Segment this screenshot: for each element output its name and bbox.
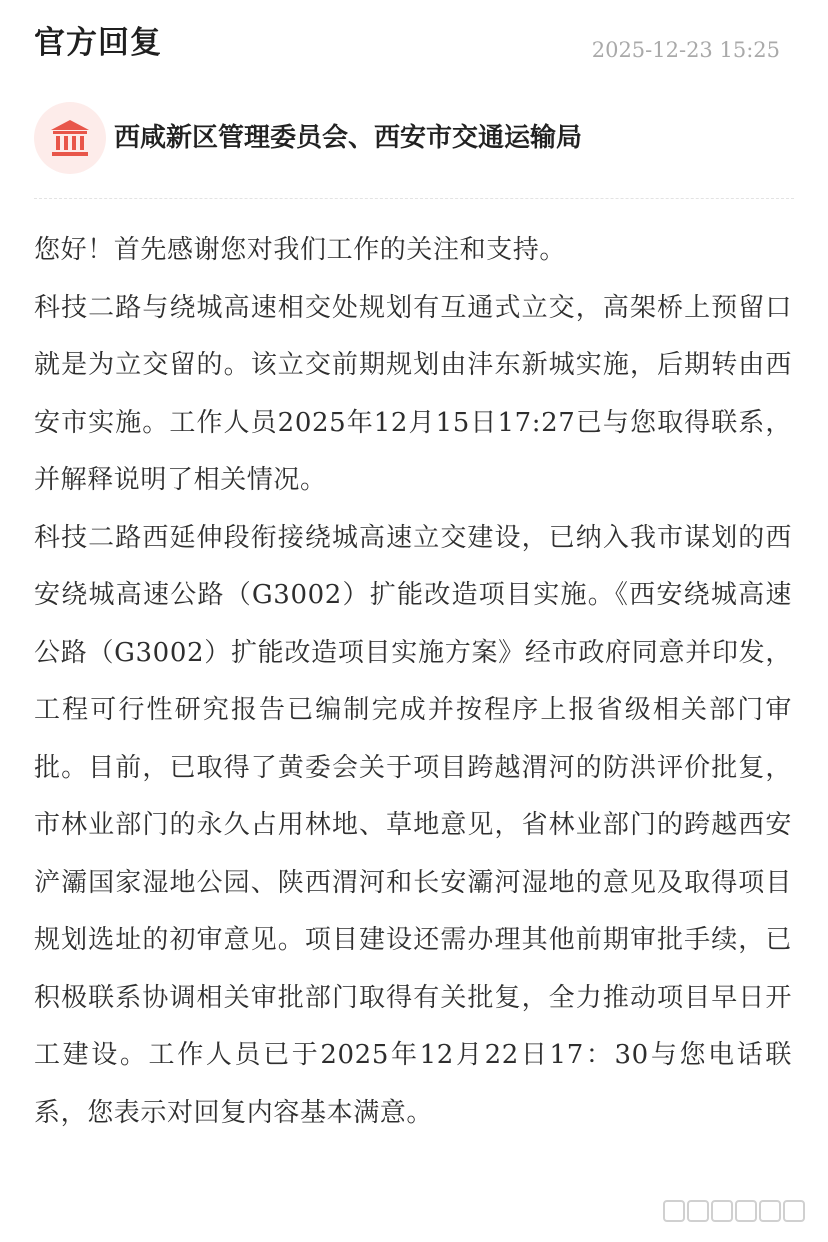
department-row (34, 102, 794, 174)
watermark-image (663, 1200, 808, 1226)
divider (34, 198, 794, 199)
page-title: 官方回复 (34, 25, 162, 61)
reply-paragraph: 科技二路西延伸段衔接绕城高速立交建设，已纳入我市谋划的西安绕城高速公路（G3002）扩能改造项目实施。《西安绕城高速公路（G3002）扩能改造项目实施方案》经市政府同意并印发，工程可行性研究报告已编制完成并按程序上报省级相关部门审批。目前，已取得了黄委会关于项目跨越渭河的防洪评价批复，市林业部门的永久占用林地、草地意见，省林业部门的跨越西安浐灞国家湿地公园、陕西渭河和长安灞河湿地的意见及取得项目规划选址的初审意见。项目建设还需办理其他前期审批手续，已积极联系协调相关审批部门取得有关批复，全力推动项目早日开工建设。工作人员已于2025年12月22日17：30与您电话联系，您表示对回复内容基本满意。 (34, 522, 792, 1128)
reply-paragraph: 您好！首先感谢您对我们工作的关注和支持。 (34, 235, 567, 265)
reply-timestamp: 2025-12-23 15:25 (591, 38, 780, 62)
department-name: 西咸新区管理委员会、西安市交通运输局 (114, 123, 583, 153)
reply-header (34, 22, 780, 70)
government-building-icon (49, 118, 91, 158)
reply-paragraph: 科技二路与绕城高速相交处规划有互通式立交，高架桥上预留口就是为立交留的。该立交前期规划由沣东新城实施，后期转由西安市实施。工作人员2025年12月15日17:27已与您取得联系，并解释说明了相关情况。 (34, 292, 792, 495)
reply-body (34, 222, 792, 1142)
department-avatar (34, 102, 106, 174)
